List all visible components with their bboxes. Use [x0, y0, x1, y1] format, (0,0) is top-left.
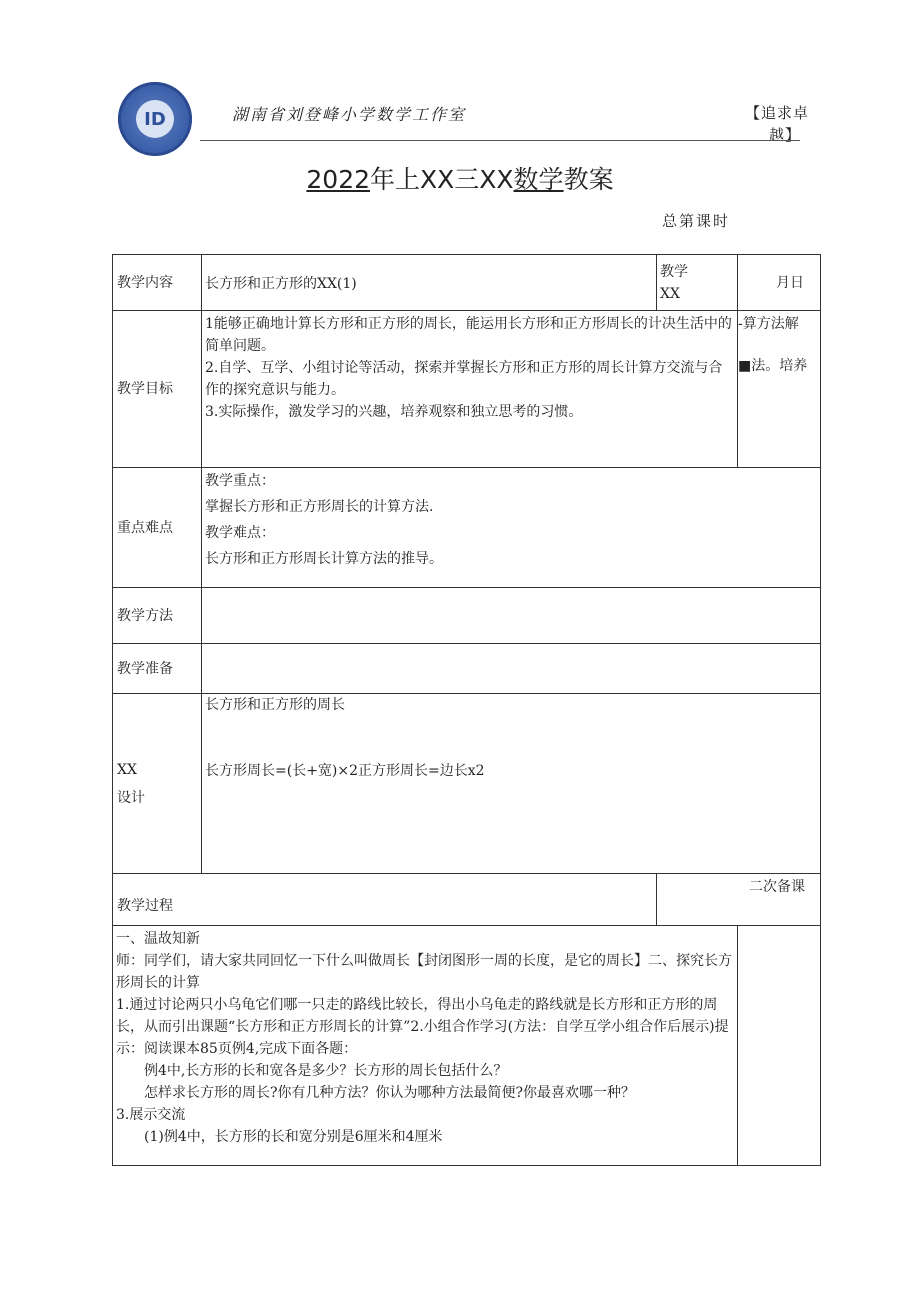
prep-value — [202, 644, 821, 694]
date-value: 月日 — [738, 255, 821, 311]
title-plan: 教案 — [563, 165, 614, 194]
key-line-2: 掌握长方形和正方形周长的计算方法. — [205, 499, 434, 515]
process-line-5: 怎样求长方形的周长?你有几种方法？你认为哪种方法最简便?你最喜欢哪一种？ — [144, 1085, 636, 1101]
row-goals — [113, 311, 821, 468]
key-text — [202, 468, 821, 588]
process-line-4: 例4中,长方形的长和宽各是多少？长方形的周长包括什么？ — [144, 1063, 508, 1079]
title-year: 2022 — [306, 165, 371, 194]
second-prep-body — [738, 926, 821, 1166]
process-line-2: 师：同学们，请大家共同回忆一下什么叫做周长【封闭图形一周的长度，是它的周长】二、探究长方形周长的计算 — [116, 953, 732, 991]
key-line-3: 教学难点： — [205, 525, 275, 541]
process-label: 教学过程 — [113, 874, 657, 926]
process-line-1: 一、温故知新 — [116, 931, 200, 947]
header-divider — [200, 140, 800, 141]
goals-side-note — [738, 311, 821, 468]
design-label-line-1: XX — [117, 761, 137, 778]
title-subject: 数学 — [513, 165, 564, 194]
lesson-plan-table — [112, 254, 821, 1166]
teach-label — [657, 255, 738, 311]
design-label-line-2: 设计 — [117, 789, 145, 806]
row-method — [113, 588, 821, 644]
motto-line-2: 越】 — [768, 126, 801, 144]
row-process-body — [113, 926, 821, 1166]
row-process-header — [113, 874, 821, 926]
motto-line-1: 【追求卓 — [745, 104, 810, 122]
studio-name: 湖南省刘登峰小学数学工作室 — [232, 105, 467, 124]
row-key-points — [113, 468, 821, 588]
prep-label: 教学准备 — [113, 644, 202, 694]
goals-text — [202, 311, 738, 468]
teach-label-line-1: 教学 — [660, 264, 688, 280]
studio-logo — [118, 82, 192, 156]
method-value — [202, 588, 821, 644]
logo-emblem: ID — [136, 100, 174, 138]
design-formula: 长方形周长=(长+宽)×2正方形周长=边长x2 — [205, 763, 485, 779]
title-grade: 年上XX三XX — [370, 165, 514, 194]
design-label — [113, 694, 202, 874]
key-label: 重点难点 — [113, 468, 202, 588]
process-line-6: 3.展示交流 — [116, 1107, 186, 1123]
teach-label-line-2: XX — [660, 286, 680, 302]
second-prep-label: 二次备课 — [657, 874, 821, 926]
design-text — [202, 694, 821, 874]
goal-1: 1能够正确地计算长方形和正方形的周长，能运用长方形和正方形周长的计决生活中的简单问题。 — [205, 316, 732, 354]
design-title: 长方形和正方形的周长 — [205, 697, 345, 713]
process-line-3: 1.通过讨论两只小乌龟它们哪一只走的路线比较长，得出小乌龟走的路线就是长方形和正方形的周长，从而引出课题“长方形和正方形周长的计算”2.小组合作学习(方法：自学互学小组合作后展示)提示：阅读课本85页例4,完成下面各题： — [116, 997, 729, 1057]
process-line-7: (1)例4中，长方形的长和宽分别是6厘米和4厘米 — [144, 1129, 443, 1145]
method-label: 教学方法 — [113, 588, 202, 644]
goal-3: 3.实际操作，激发学习的兴趣，培养观察和独立思考的习惯。 — [205, 404, 583, 420]
row-prep — [113, 644, 821, 694]
content-label: 教学内容 — [113, 255, 202, 311]
row-content — [113, 255, 821, 311]
key-line-1: 教学重点： — [205, 473, 275, 489]
goals-side-line-1: -算方法解 — [738, 316, 799, 332]
process-text — [113, 926, 738, 1166]
key-line-4: 长方形和正方形周长计算方法的推导。 — [205, 551, 443, 567]
content-value: 长方形和正方形的XX(1) — [202, 255, 657, 311]
total-period: 总第课时 — [662, 212, 731, 230]
goals-label: 教学目标 — [113, 311, 202, 468]
page-title — [0, 160, 920, 196]
goals-side-line-2: ■法。培养 — [738, 358, 808, 374]
goal-2: 2.自学、互学、小组讨论等活动，探索并掌握长方形和正方形的周长计算方交流与合作的探究意识与能力。 — [205, 360, 723, 398]
row-design — [113, 694, 821, 874]
